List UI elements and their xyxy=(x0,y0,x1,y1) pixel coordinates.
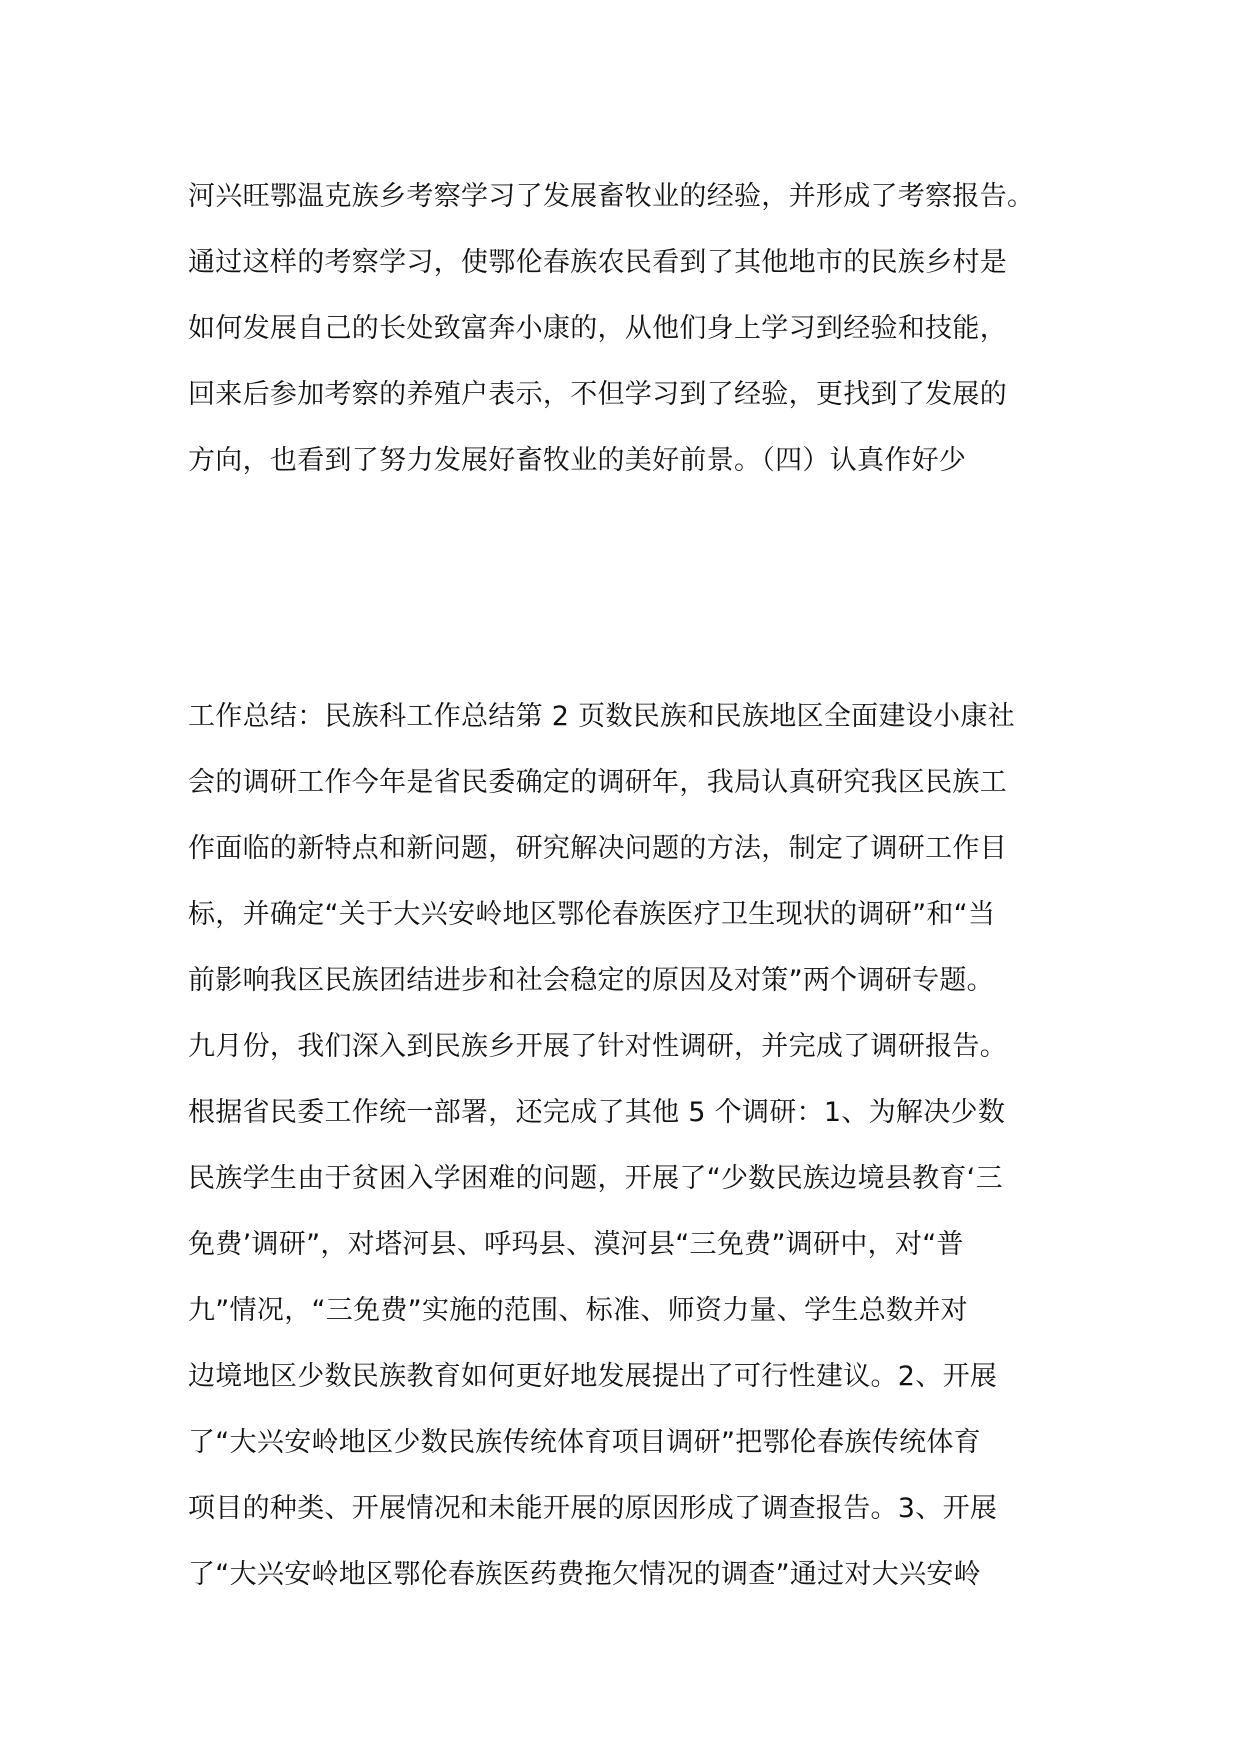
paragraph-1 xyxy=(188,164,1088,494)
text-line: 项目的种类、开展情况和未能开展的原因形成了调查报告。3、开展 xyxy=(188,1493,998,1524)
text-line: 根据省民委工作统一部署，还完成了其他 5 个调研：1、为解决少数 xyxy=(188,1097,1006,1128)
text-line: 民族学生由于贫困入学困难的问题，开展了“少数民族边境县教育‘三 xyxy=(188,1163,1003,1194)
text-line: 河兴旺鄂温克族乡考察学习了发展畜牧业的经验，并形成了考察报告。 xyxy=(188,181,1035,212)
text-line: 免费’调研”，对塔河县、呼玛县、漠河县“三免费”调研中，对“普 xyxy=(188,1229,964,1260)
text-line: 通过这样的考察学习，使鄂伦春族农民看到了其他地市的民族乡村是 xyxy=(188,247,1007,278)
text-line: 方向，也看到了努力发展好畜牧业的美好前景。（四）认真作好少 xyxy=(188,445,967,476)
text-line: 会的调研工作今年是省民委确定的调研年，我局认真研究我区民族工 xyxy=(188,767,1007,798)
text-line: 边境地区少数民族教育如何更好地发展提出了可行性建议。2、开展 xyxy=(188,1361,998,1392)
text-line: 工作总结：民族科工作总结第 2 页数民族和民族地区全面建设小康社 xyxy=(188,701,1015,732)
text-line: 回来后参加考察的养殖户表示，不但学习到了经验，更找到了发展的 xyxy=(188,379,1007,410)
text-line: 标，并确定“关于大兴安岭地区鄂伦春族医疗卫生现状的调研”和“当 xyxy=(188,899,996,930)
text-line: 了“大兴安岭地区鄂伦春族医药费拖欠情况的调查”通过对大兴安岭 xyxy=(188,1559,981,1590)
text-line: 九月份，我们深入到民族乡开展了针对性调研，并完成了调研报告。 xyxy=(188,1031,1007,1062)
text-line: 前影响我区民族团结进步和社会稳定的原因及对策”两个调研专题。 xyxy=(188,965,994,996)
text-line: 了“大兴安岭地区少数民族传统体育项目调研”把鄂伦春族传统体育 xyxy=(188,1427,981,1458)
text-line: 九”情况，“三免费”实施的范围、标准、师资力量、学生总数并对 xyxy=(188,1295,968,1326)
text-line: 作面临的新特点和新问题，研究解决问题的方法，制定了调研工作目 xyxy=(188,833,1007,864)
text-line: 如何发展自己的长处致富奔小康的，从他们身上学习到经验和技能， xyxy=(188,313,1007,344)
paragraph-2 xyxy=(188,684,1088,1608)
